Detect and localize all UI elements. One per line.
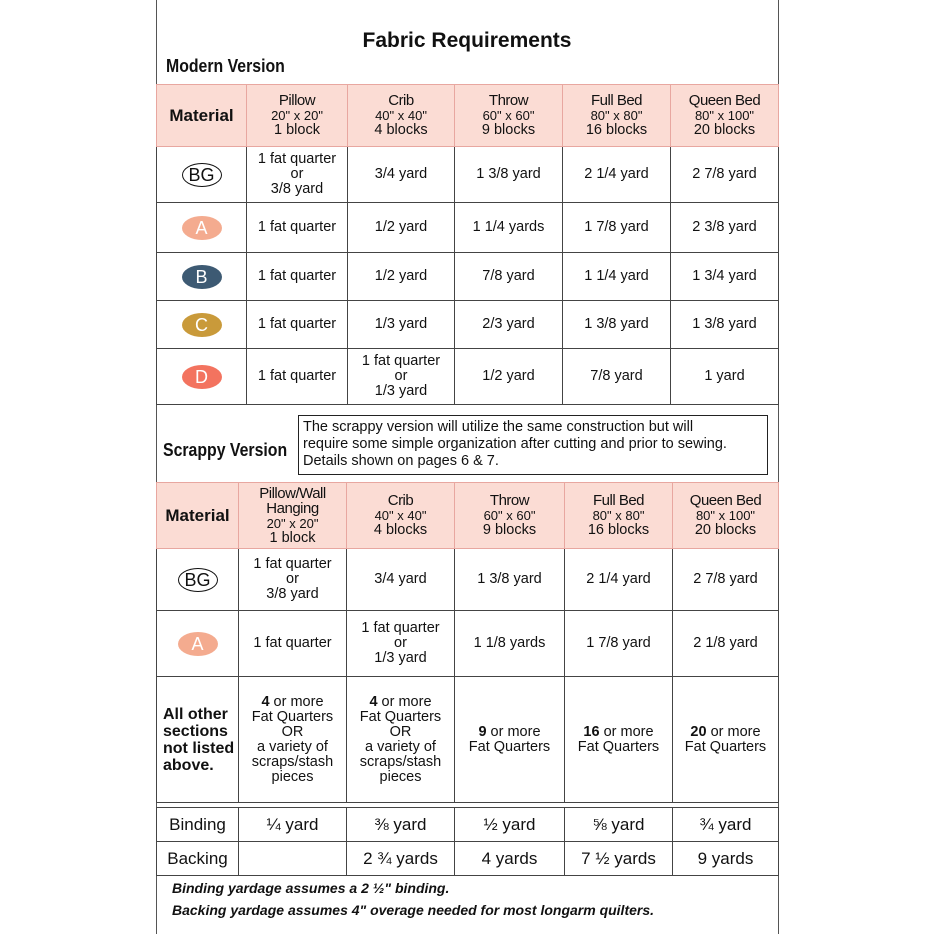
table-cell: 1 3/8 yard (671, 301, 779, 349)
table-cell: 1/2 yard (348, 203, 455, 253)
table-cell: 1 fat quarter (247, 349, 348, 405)
fabric-c-badge: C (182, 313, 222, 337)
column-header: Throw 60" x 60" 9 blocks (455, 85, 563, 147)
fabric-bg-badge: BG (178, 568, 218, 592)
table-cell: 7/8 yard (455, 253, 563, 301)
table-cell: 16 or more Fat Quarters (565, 677, 673, 803)
table-cell: 1 fat quarter (247, 253, 348, 301)
table-cell: 1 3/8 yard (563, 301, 671, 349)
table-cell: 2 3/8 yard (671, 203, 779, 253)
material-header: Material (157, 483, 239, 549)
fabric-badge-cell (157, 349, 247, 405)
fabric-badge-cell (157, 147, 247, 203)
table-row (157, 203, 779, 253)
table-cell: 2 1/8 yard (673, 611, 779, 677)
table-cell: ½ yard (455, 808, 565, 842)
table-cell: 9 or more Fat Quarters (455, 677, 565, 803)
other-sections-label: All other sections not listed above. (157, 677, 239, 803)
table-row (157, 253, 779, 301)
modern-header-row (157, 85, 779, 147)
table-cell: 1 3/8 yard (455, 549, 565, 611)
material-header: Material (157, 85, 247, 147)
table-cell: 3/4 yard (348, 147, 455, 203)
table-cell: 1 fat quarter (247, 301, 348, 349)
table-row (157, 611, 779, 677)
column-header: Crib 40" x 40" 4 blocks (348, 85, 455, 147)
scrappy-version-label: Scrappy Version (163, 440, 288, 460)
table-cell: 4 yards (455, 842, 565, 876)
table-cell: 1 fat quarter or 1/3 yard (348, 349, 455, 405)
table-cell: 7/8 yard (563, 349, 671, 405)
column-header: Throw 60" x 60" 9 blocks (455, 483, 565, 549)
table-cell: 1 fat quarter or 3/8 yard (247, 147, 348, 203)
column-header: Queen Bed 80" x 100" 20 blocks (673, 483, 779, 549)
modern-version-label: Modern Version (166, 56, 285, 76)
fabric-badge-cell (157, 253, 247, 301)
backing-footnote: Backing yardage assumes 4" overage needed for most longarm quilters. (172, 902, 655, 918)
table-cell: 1 fat quarter (247, 203, 348, 253)
column-header: Crib 40" x 40" 4 blocks (347, 483, 455, 549)
fabric-b-badge: B (182, 265, 222, 289)
table-row (157, 349, 779, 405)
table-cell: 2 7/8 yard (671, 147, 779, 203)
modern-table (156, 84, 779, 405)
table-cell: 1 1/4 yards (455, 203, 563, 253)
table-cell: 1 7/8 yard (565, 611, 673, 677)
column-header: Pillow/Wall Hanging 20" x 20" 1 block (239, 483, 347, 549)
table-cell: 4 or more Fat Quarters OR a variety of scraps/stash pieces (239, 677, 347, 803)
table-cell: ⅝ yard (565, 808, 673, 842)
table-cell: 1 yard (671, 349, 779, 405)
table-cell: 1 7/8 yard (563, 203, 671, 253)
table-cell: 20 or more Fat Quarters (673, 677, 779, 803)
table-cell: 1 3/4 yard (671, 253, 779, 301)
table-cell: 1 fat quarter or 1/3 yard (347, 611, 455, 677)
table-cell: 3/4 yard (347, 549, 455, 611)
table-cell: 2 1/4 yard (565, 549, 673, 611)
table-cell: ⅜ yard (347, 808, 455, 842)
table-row (157, 147, 779, 203)
column-header: Full Bed 80" x 80" 16 blocks (563, 85, 671, 147)
table-cell: 1 1/8 yards (455, 611, 565, 677)
backing-row (157, 842, 779, 876)
scrappy-header-row (157, 483, 779, 549)
table-cell: 2/3 yard (455, 301, 563, 349)
table-cell: 2 1/4 yard (563, 147, 671, 203)
table-cell: 1 fat quarter or 3/8 yard (239, 549, 347, 611)
table-cell: 4 or more Fat Quarters OR a variety of scraps/stash pieces (347, 677, 455, 803)
fabric-badge-cell (157, 611, 239, 677)
table-cell: ¼ yard (239, 808, 347, 842)
page-title: Fabric Requirements (362, 29, 572, 52)
table-cell: 1/3 yard (348, 301, 455, 349)
table-cell: 1 3/8 yard (455, 147, 563, 203)
column-header: Pillow 20" x 20" 1 block (247, 85, 348, 147)
column-header: Full Bed 80" x 80" 16 blocks (565, 483, 673, 549)
table-cell: 2 ¾ yards (347, 842, 455, 876)
backing-label: Backing (157, 842, 239, 876)
column-header: Queen Bed 80" x 100" 20 blocks (671, 85, 779, 147)
fabric-a-badge: A (178, 632, 218, 656)
fabric-bg-badge: BG (182, 163, 222, 187)
table-cell: 2 7/8 yard (673, 549, 779, 611)
table-cell (239, 842, 347, 876)
binding-row (157, 808, 779, 842)
table-row (157, 301, 779, 349)
table-row (157, 677, 779, 803)
table-cell: ¾ yard (673, 808, 779, 842)
fabric-badge-cell (157, 301, 247, 349)
table-cell: 1/2 yard (348, 253, 455, 301)
binding-label: Binding (157, 808, 239, 842)
fabric-badge-cell (157, 203, 247, 253)
scrappy-note: The scrappy version will utilize the same construction but will require some simple organization after cutting and prior to sewing. Details shown on pages 6 & 7. (298, 415, 768, 475)
table-row (157, 549, 779, 611)
fabric-d-badge: D (182, 365, 222, 389)
table-cell: 1 1/4 yard (563, 253, 671, 301)
fabric-badge-cell (157, 549, 239, 611)
table-cell: 1/2 yard (455, 349, 563, 405)
table-cell: 1 fat quarter (239, 611, 347, 677)
scrappy-table (156, 482, 779, 876)
table-cell: 7 ½ yards (565, 842, 673, 876)
fabric-a-badge: A (182, 216, 222, 240)
table-cell: 9 yards (673, 842, 779, 876)
binding-footnote: Binding yardage assumes a 2 ½" binding. (172, 880, 450, 896)
